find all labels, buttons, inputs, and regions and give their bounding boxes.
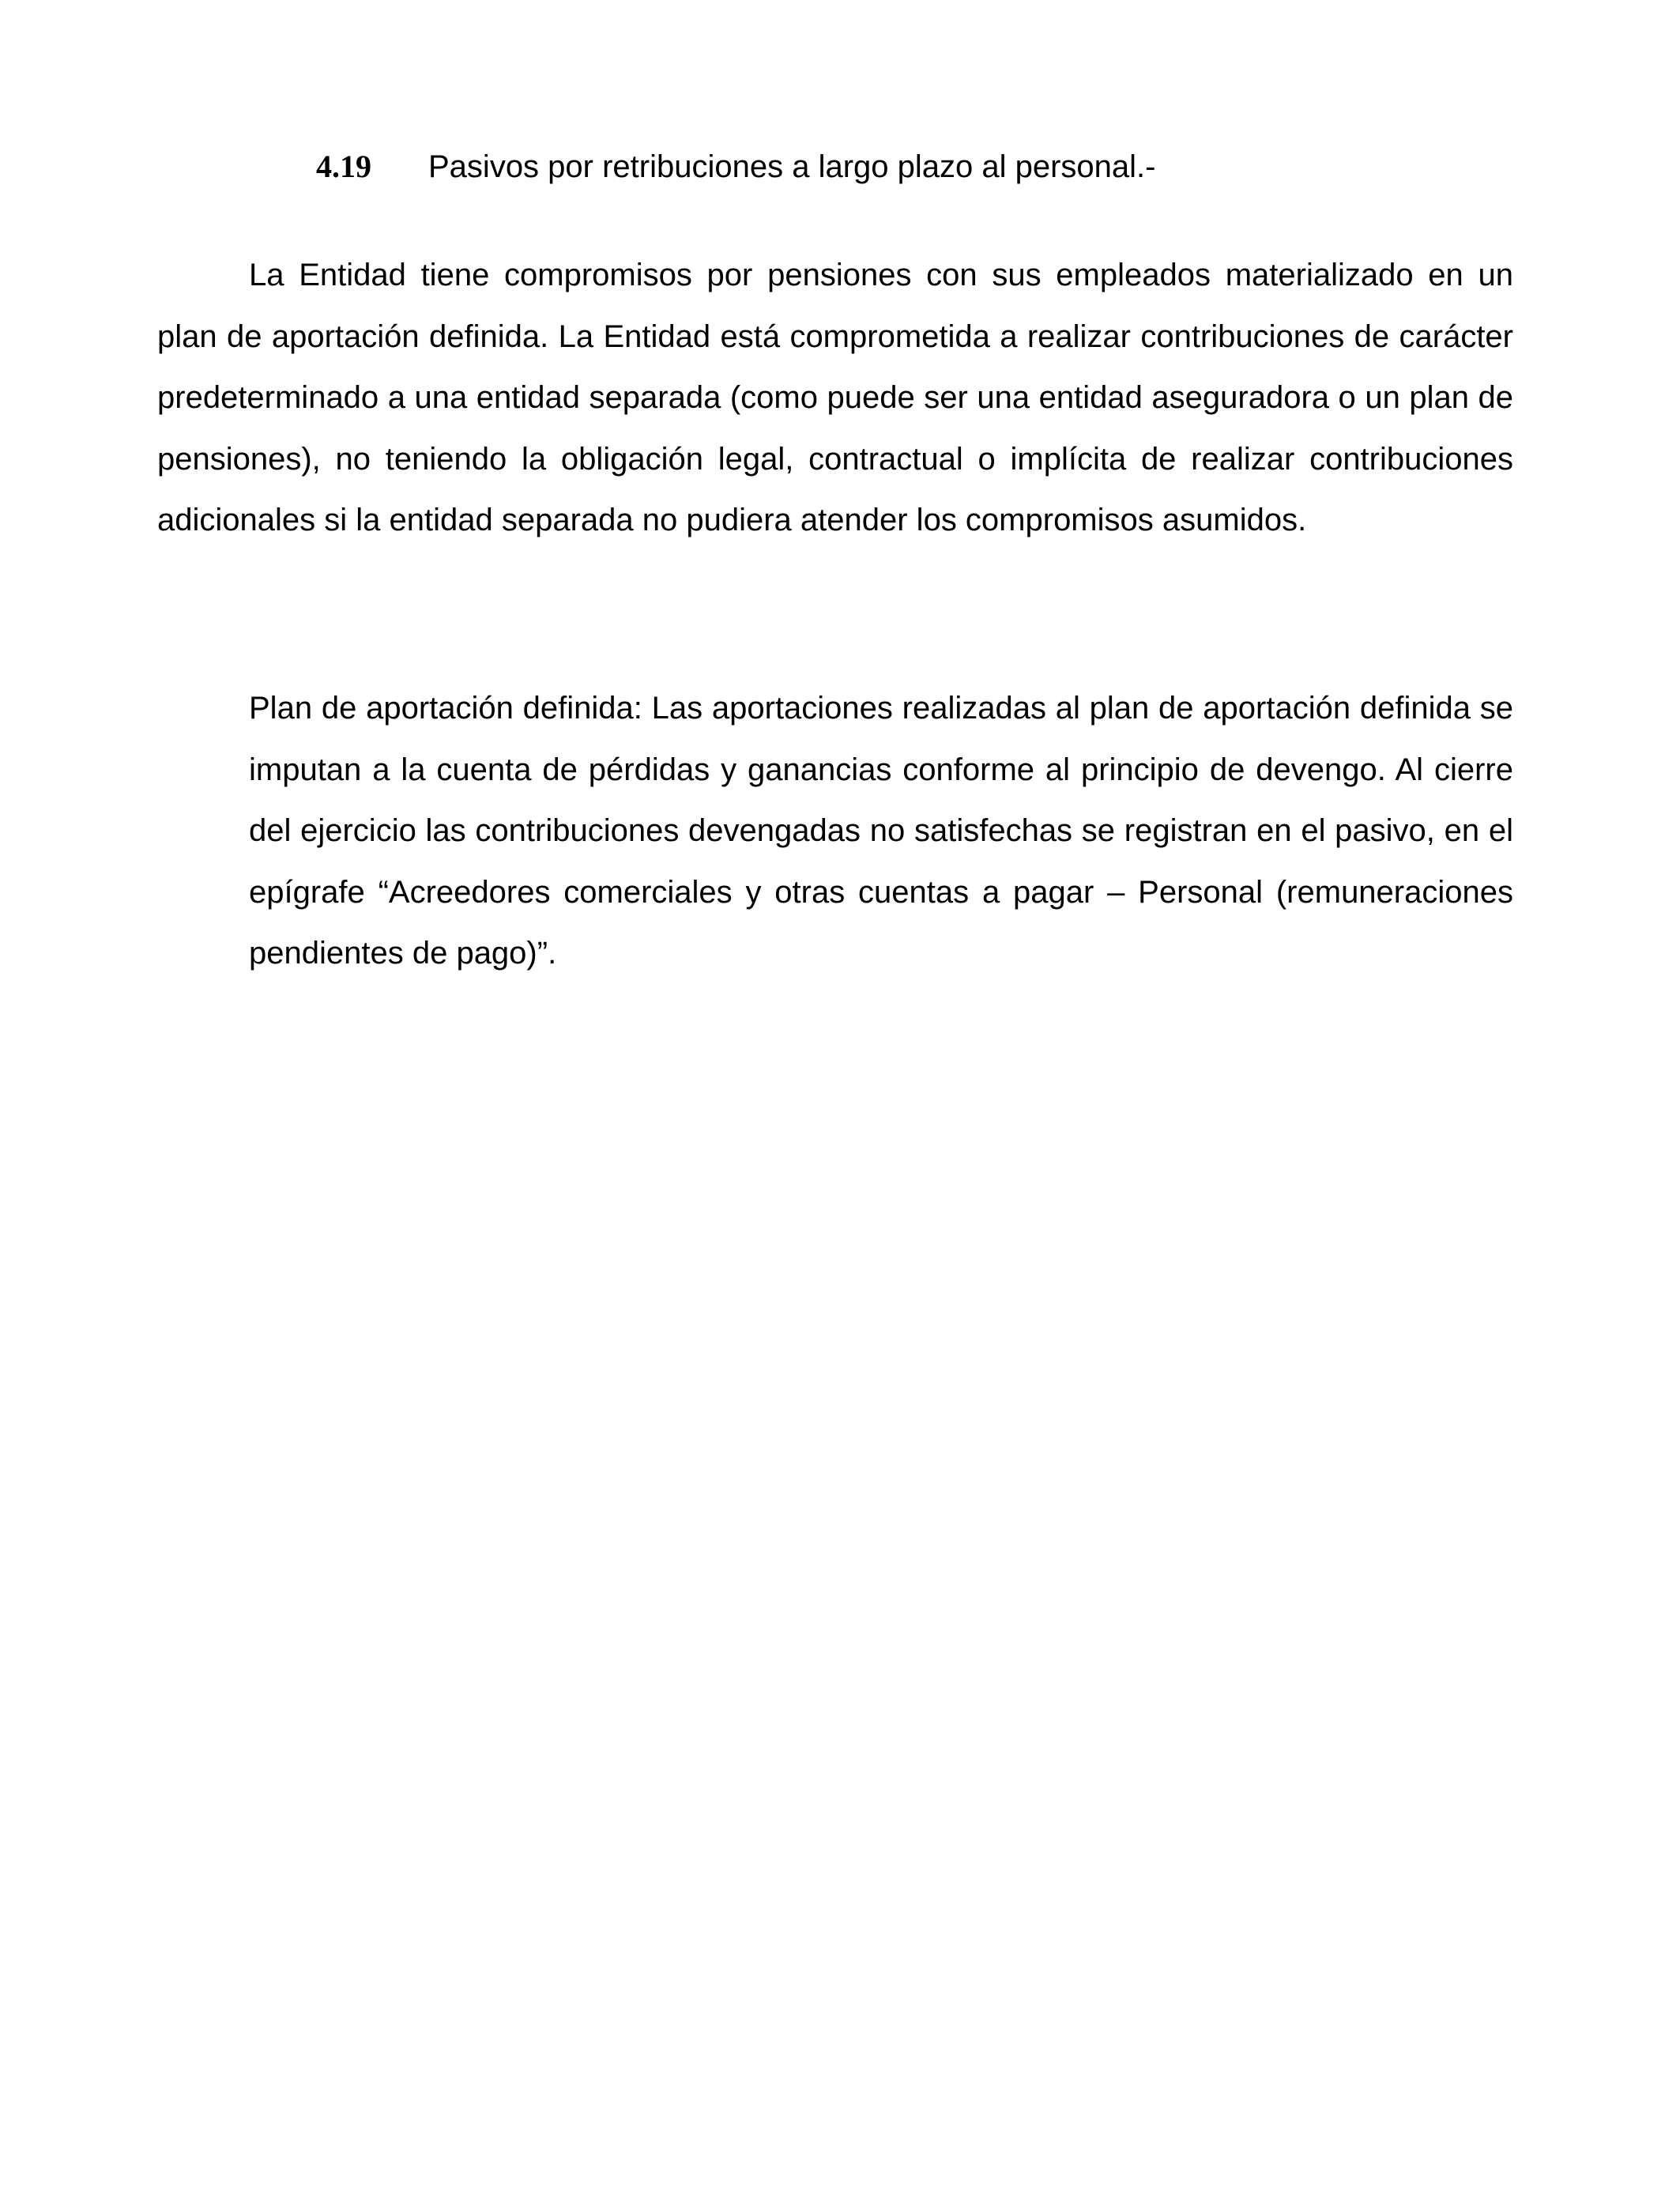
paragraph-defined-contribution-plan: Plan de aportación definida: Las aportaciones realizadas al plan de aportación definida se imputan a la cuenta de pérdidas y ganancias conforme al principio de devengo. Al cierre del ejercicio las contribuciones devengadas no satisfechas se registran en el pasivo, en el epígrafe “Acreedores comerciales y otras cuentas a pagar – Personal (remuneraciones pendientes de pago)”. — [249, 691, 1513, 971]
paragraph-commitments: La Entidad tiene compromisos por pensiones con sus empleados materializado en un plan de aportación definida. La Entidad está comprometida a realizar contribuciones de carácter predeterminado a una entidad separada (como puede ser una entidad aseguradora o un plan de pensiones), no teniendo la obligación legal, contractual o implícita de realizar contribuciones adicionales si la entidad separada no pudiera atender los compromisos asumidos. — [157, 258, 1513, 537]
section-heading — [316, 141, 1156, 200]
section-number: 4.19 — [316, 149, 371, 184]
section-title: Pasivos por retribuciones a largo plazo al personal.- — [428, 149, 1156, 184]
